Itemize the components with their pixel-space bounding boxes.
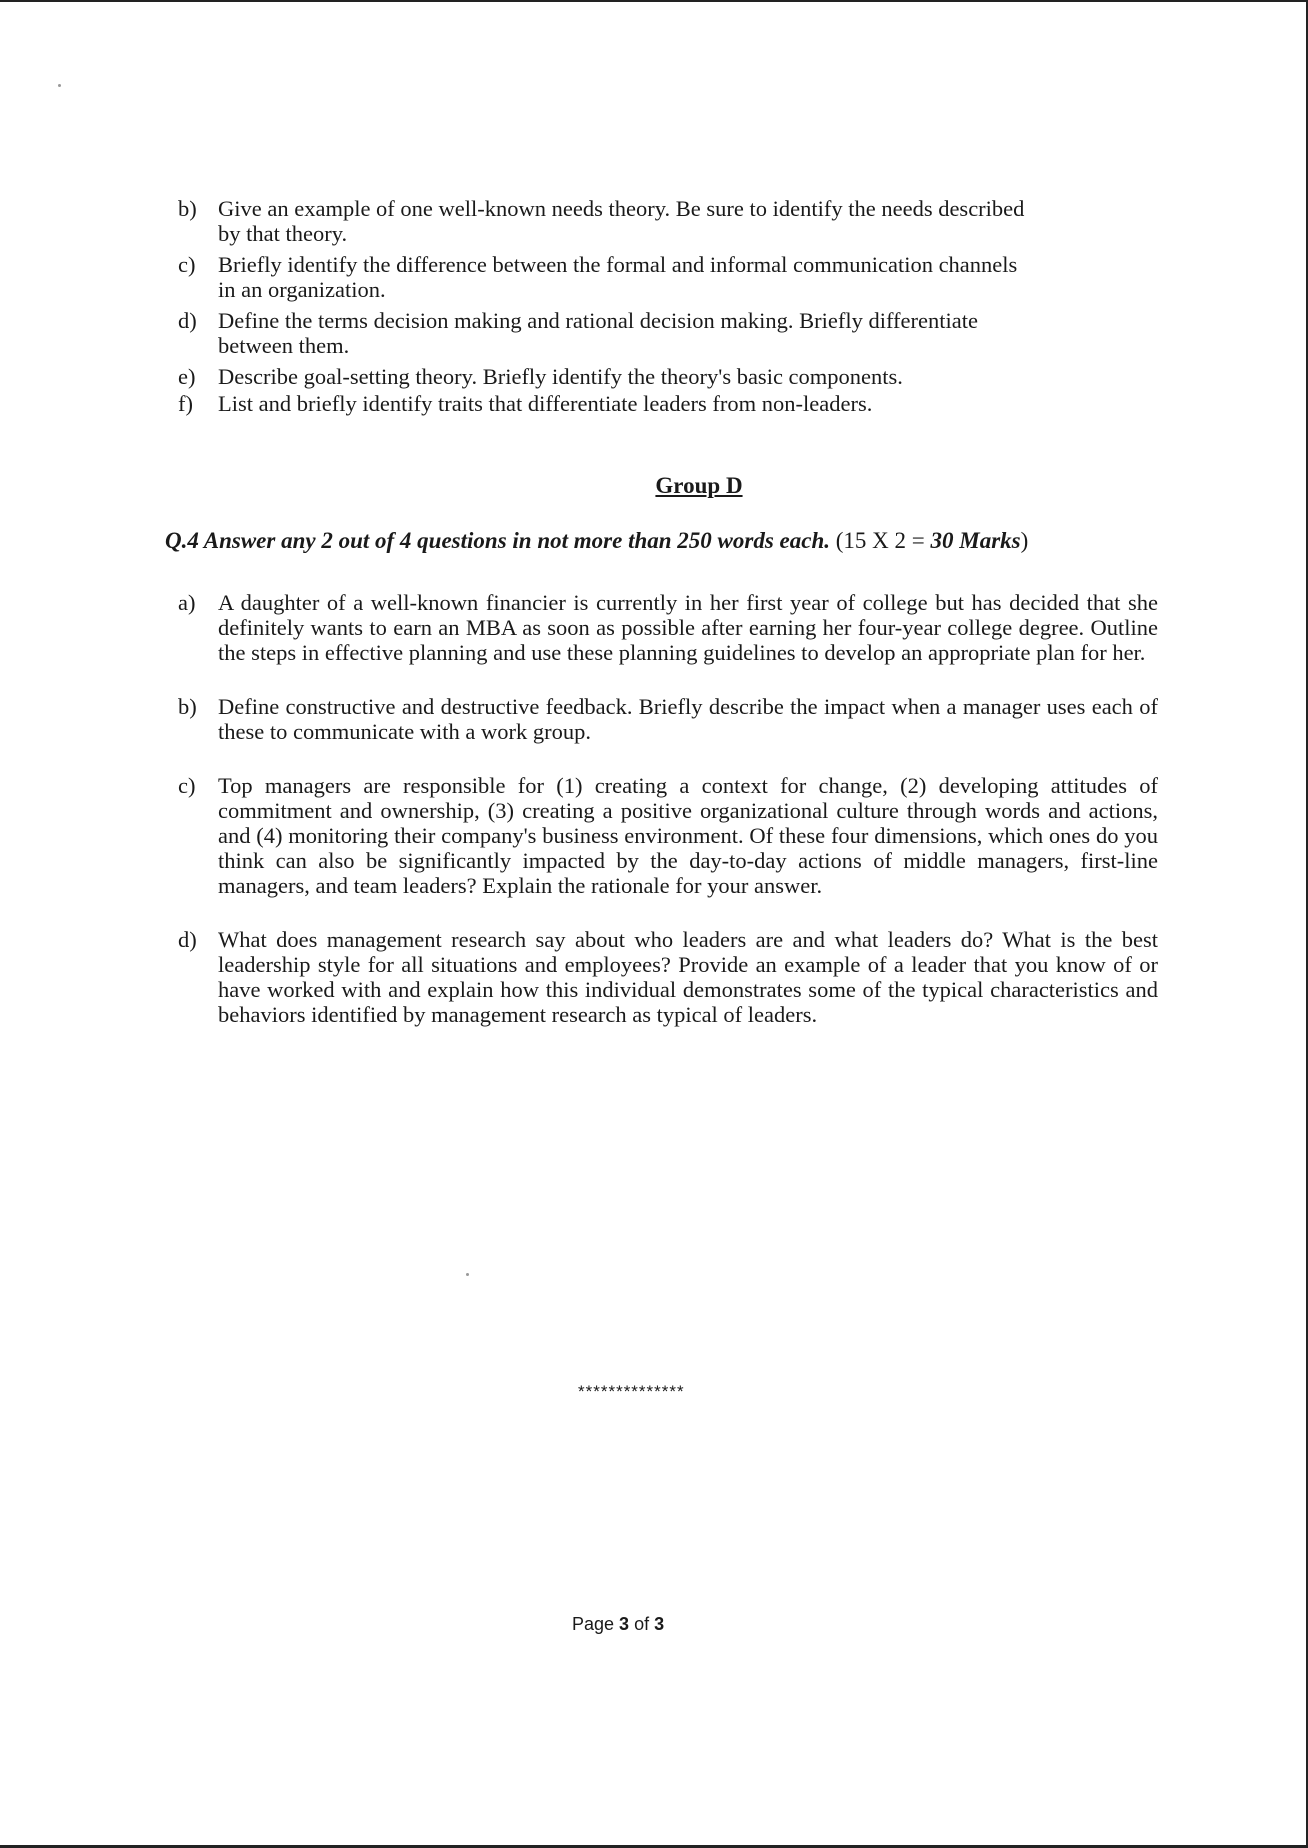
question-text-line: Give an example of one well-known needs theory. Be sure to identify the needs described: [218, 196, 1025, 221]
question-item-b: [178, 196, 1158, 252]
question-item-c: [178, 252, 1158, 308]
question-item-b: [178, 694, 1158, 744]
section-heading: Group D: [655, 473, 743, 498]
question-text: A daughter of a well-known financier is currently in her first year of college but has decided that she definitely wants to earn an MBA as soon as possible after earning her four-year college degree. Outline the steps in effective planning and use these planning guidelines to develop an appropriate plan for her.: [218, 590, 1158, 665]
end-of-paper-marker: **************: [578, 1382, 685, 1401]
page-number: [572, 1614, 664, 1635]
question-label: b): [178, 694, 197, 719]
group-c-question-list: [178, 196, 1158, 418]
question-label: d): [178, 308, 197, 333]
question-label: c): [178, 252, 196, 277]
current-page: 3: [619, 1614, 630, 1634]
question-item-e: [178, 364, 1158, 391]
question-item-d: [178, 308, 1158, 364]
question-text-line: between them.: [218, 333, 350, 358]
question-item-d: [178, 927, 1158, 1027]
page-prefix: Page: [572, 1614, 620, 1634]
question-text-line: in an organization.: [218, 277, 386, 302]
question-item-a: [178, 590, 1158, 665]
question-text: Define constructive and destructive feedback. Briefly describe the impact when a manager uses each of these to communicate with a work group.: [218, 694, 1158, 744]
question-text-line: Define the terms decision making and rational decision making. Briefly differentiate: [218, 308, 978, 333]
scan-speck: [58, 84, 61, 87]
marks-suffix: ): [1020, 528, 1029, 553]
question-label: c): [178, 773, 196, 798]
question-label: e): [178, 364, 196, 389]
question-text: What does management research say about who leaders are and what leaders do? What is the best leadership style for all situations and employees? Provide an example of a leader that you know of or have worked with and explain how this individual demonstrates some of the typical characteristics and behaviors identified by management research as typical of leaders.: [218, 927, 1158, 1027]
page-of: of: [629, 1614, 655, 1634]
question-instruction: [165, 528, 1028, 554]
question-label: f): [178, 391, 193, 416]
marks-prefix: (15 X 2 =: [835, 528, 931, 553]
question-label: b): [178, 196, 197, 221]
question-text: Top managers are responsible for (1) creating a context for change, (2) developing attitudes of commitment and ownership, (3) creating a positive organizational culture through words and actions, and (4) monitoring their company's business environment. Of these four dimensions, which ones do you think can also be significantly impacted by the day-to-day actions of middle managers, first-line managers, and team leaders? Explain the rationale for your answer.: [218, 773, 1158, 898]
instruction-text: Q.4 Answer any 2 out of 4 questions in not more than 250 words each.: [165, 528, 830, 553]
group-d-question-list: [178, 590, 1158, 1027]
total-pages: 3: [654, 1614, 665, 1634]
question-item-f: [178, 391, 1158, 418]
question-text-line: Describe goal-setting theory. Briefly identify the theory's basic components.: [218, 364, 903, 389]
question-text-line: by that theory.: [218, 221, 348, 246]
question-text-line: Briefly identify the difference between the formal and informal communication channels: [218, 252, 1018, 277]
scan-speck: [466, 1273, 469, 1276]
question-label: d): [178, 927, 197, 952]
question-text-line: List and briefly identify traits that differentiate leaders from non-leaders.: [218, 391, 873, 416]
question-label: a): [178, 590, 196, 615]
marks-value: 30 Marks: [930, 528, 1021, 553]
question-item-c: [178, 773, 1158, 898]
